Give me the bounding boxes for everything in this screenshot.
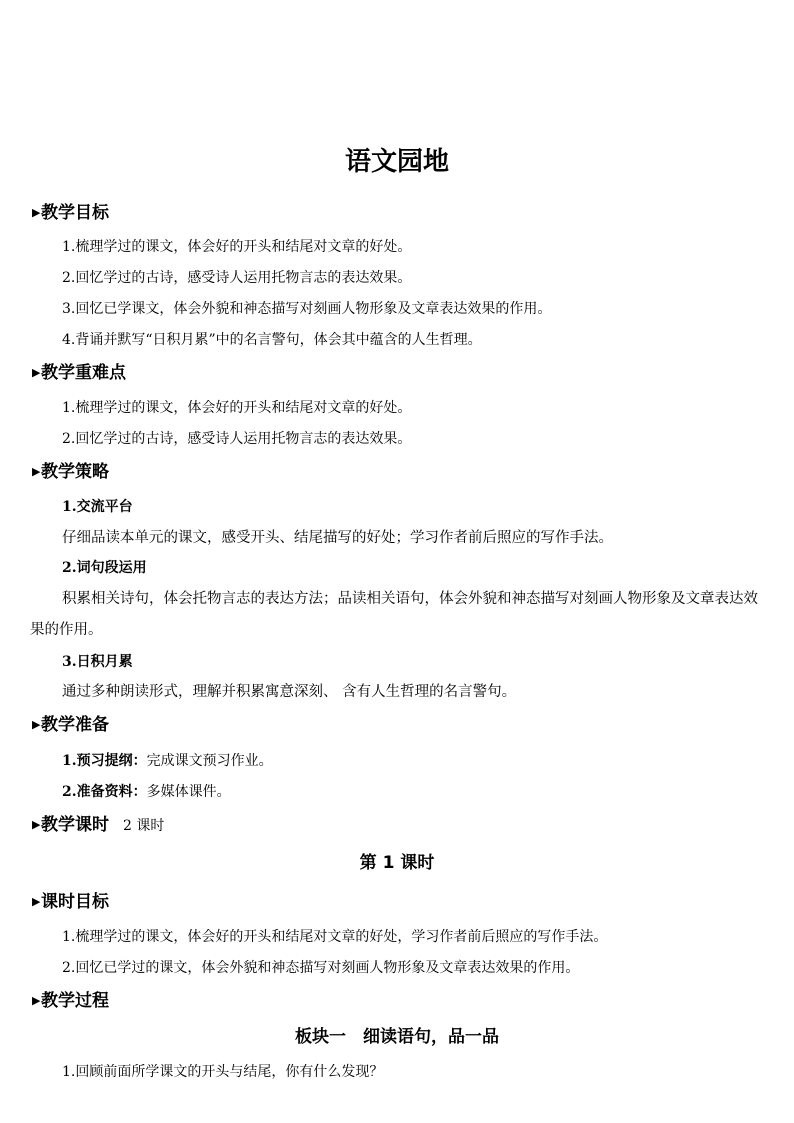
block-title: 板块一 细读语句，品一品 <box>295 1027 499 1047</box>
strategy-label: 2.词句段运用 <box>62 560 147 576</box>
section-heading-objectives: ▶教学目标 <box>32 200 109 226</box>
list-item: 1.梳理学过的课文，体会好的开头和结尾对文章的好处。 <box>62 400 412 416</box>
list-item: 1.回顾前面所学课文的开头与结尾，你有什么发现？ <box>62 1064 384 1080</box>
list-item: 3.回忆已学课文，体会外貌和神态描写对刻画人物形象及文章表达效果的作用。 <box>62 301 552 317</box>
strategy-text: 通过多种朗读形式，理解并积累寓意深刻、 含有人生哲理的名言警句。 <box>62 684 517 700</box>
triangle-bullet-icon: ▶ <box>32 994 41 1007</box>
section-heading-preparation: ▶教学准备 <box>32 712 109 738</box>
list-item: 1.预习提纲：完成课文预习作业。 <box>62 753 273 769</box>
list-item: 2.回忆已学过的课文，体会外貌和神态描写对刻画人物形象及文章表达效果的作用。 <box>62 960 580 976</box>
section-heading-process: ▶教学过程 <box>32 988 109 1014</box>
triangle-bullet-icon: ▶ <box>32 206 41 219</box>
page-title: 语文园地 <box>344 147 449 177</box>
section-heading-strategy: ▶教学策略 <box>32 459 109 485</box>
strategy-text: 仔细品读本单元的课文，感受开头、结尾描写的好处；学习作者前后照应的写作手法。 <box>62 530 613 546</box>
list-item: 1.梳理学过的课文，体会好的开头和结尾对文章的好处。 <box>62 239 412 255</box>
list-item: 2.回忆学过的古诗，感受诗人运用托物言志的表达效果。 <box>62 431 412 447</box>
triangle-bullet-icon: ▶ <box>32 465 41 478</box>
triangle-bullet-icon: ▶ <box>32 366 41 379</box>
list-item: 2.准备资料：多媒体课件。 <box>62 784 231 800</box>
strategy-text: 积累相关诗句，体会托物言志的表达方法；品读相关语句，体会外貌和神态描写对刻画人物形象及文章表达效果的作用。 <box>30 591 758 638</box>
triangle-bullet-icon: ▶ <box>32 818 41 831</box>
strategy-label: 3.日积月累 <box>62 654 133 670</box>
hours-value: 2 课时 <box>123 818 165 834</box>
triangle-bullet-icon: ▶ <box>32 718 41 731</box>
section-heading-key-points: ▶教学重难点 <box>32 360 126 386</box>
section-heading-lesson-objectives: ▶课时目标 <box>32 889 109 915</box>
lesson-heading: 第 1 课时 <box>359 853 435 873</box>
section-heading-hours: ▶教学课时 2 课时 <box>32 812 164 839</box>
list-item: 1.梳理学过的课文，体会好的开头和结尾对文章的好处，学习作者前后照应的写作手法。 <box>62 929 608 945</box>
strategy-label: 1.交流平台 <box>62 499 133 515</box>
list-item: 4.背诵并默写“日积月累”中的名言警句，体会其中蕴含的人生哲理。 <box>62 332 482 348</box>
list-item: 2.回忆学过的古诗，感受诗人运用托物言志的表达效果。 <box>62 270 412 286</box>
triangle-bullet-icon: ▶ <box>32 895 41 908</box>
